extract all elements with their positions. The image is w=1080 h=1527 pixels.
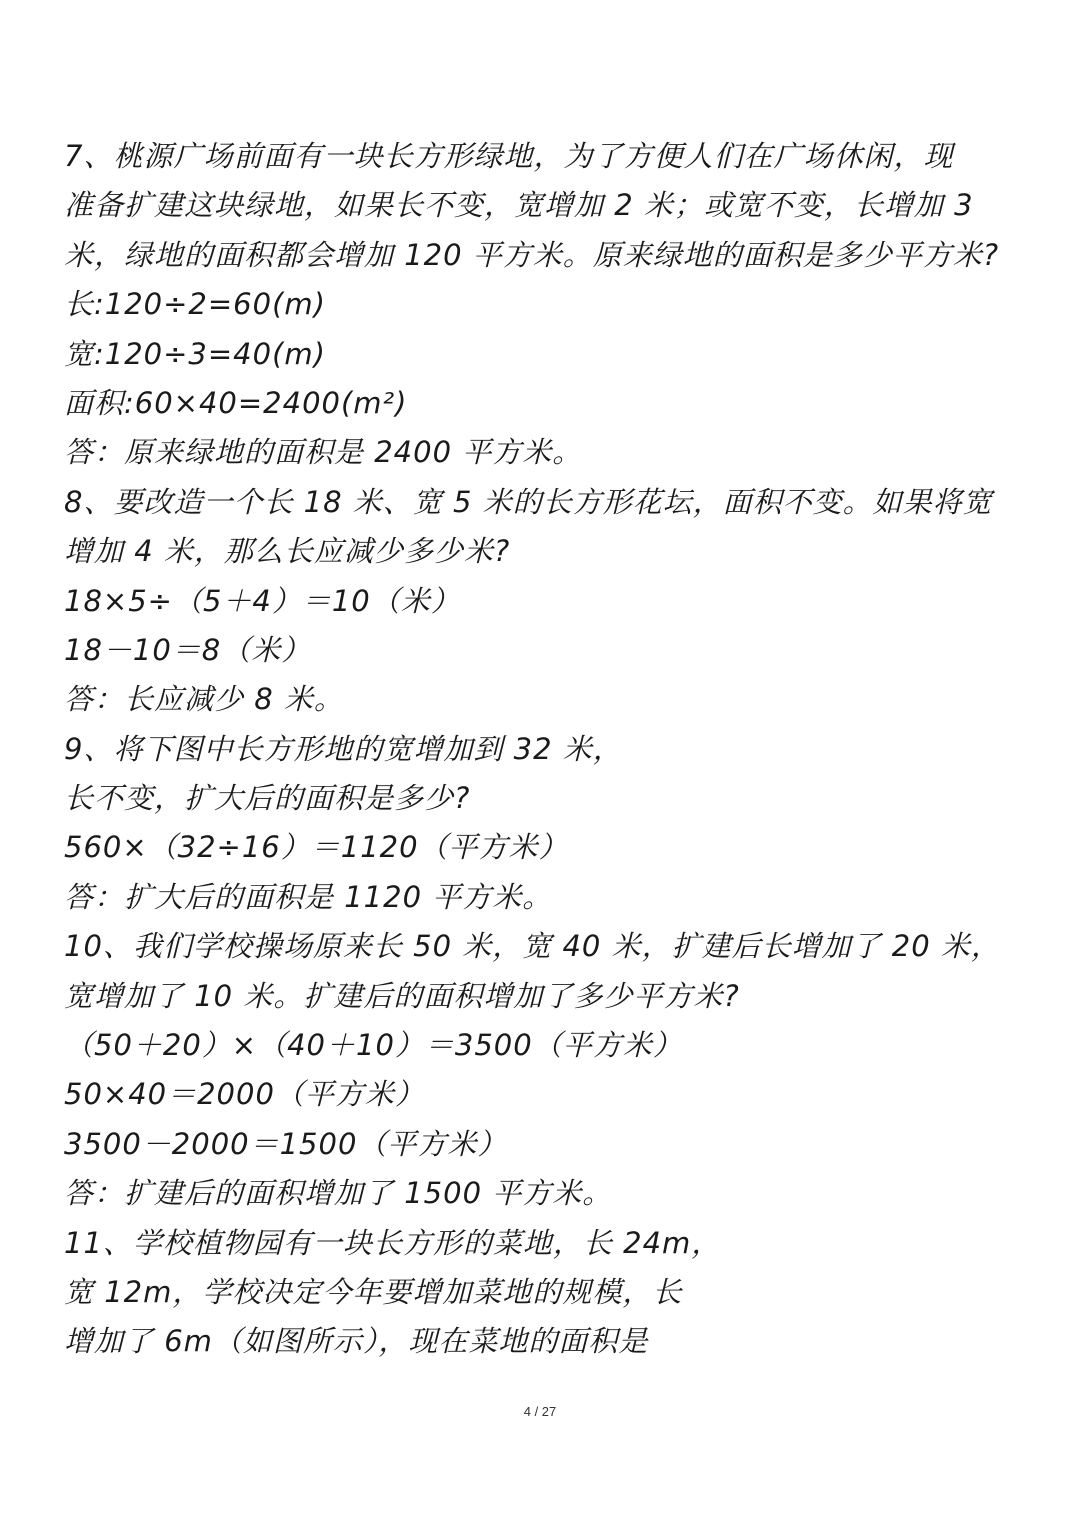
problem-8-answer: 答：长应减少 8 米。 bbox=[64, 682, 344, 717]
problem-9-line-2: 长不变，扩大后的面积是多少? bbox=[64, 781, 471, 816]
problem-10-step-2: 50×40＝2000（平方米） bbox=[64, 1077, 425, 1112]
problem-9-answer: 答：扩大后的面积是 1120 平方米。 bbox=[64, 879, 553, 914]
problem-10-line-1: 10、我们学校操场原来长 50 米，宽 40 米，扩建后长增加了 20 米， bbox=[64, 929, 1001, 964]
document-body bbox=[64, 132, 1034, 1367]
problem-7-line-2: 准备扩建这块绿地，如果长不变，宽增加 2 米；或宽不变，长增加 3 bbox=[64, 188, 974, 223]
problem-11-line-3: 增加了 6m（如图所示），现在菜地的面积是 bbox=[64, 1324, 649, 1359]
problem-9-step-1: 560×（32÷16）＝1120（平方米） bbox=[64, 830, 569, 865]
problem-7-line-3: 米，绿地的面积都会增加 120 平方米。原来绿地的面积是多少平方米? bbox=[64, 237, 1000, 272]
problem-7-answer: 答：原来绿地的面积是 2400 平方米。 bbox=[64, 435, 583, 470]
problem-10-answer: 答：扩建后的面积增加了 1500 平方米。 bbox=[64, 1176, 613, 1211]
problem-10-step-3: 3500－2000＝1500（平方米） bbox=[64, 1126, 508, 1161]
problem-7-step-width: 宽:120÷3=40(m) bbox=[64, 336, 326, 371]
problem-7-line-1: 7、桃源广场前面有一块长方形绿地，为了方便人们在广场休闲，现 bbox=[64, 139, 954, 173]
problem-7-step-area: 面积:60×40=2400(m²) bbox=[64, 385, 408, 420]
problem-8-step-2: 18－10＝8（米） bbox=[64, 632, 312, 667]
problem-10-line-2: 宽增加了 10 米。扩建后的面积增加了多少平方米? bbox=[64, 978, 740, 1013]
problem-9-line-1: 9、将下图中长方形地的宽增加到 32 米， bbox=[64, 731, 623, 766]
problem-11-line-1: 11、学校植物园有一块长方形的菜地，长 24m， bbox=[64, 1225, 722, 1260]
problem-8-line-2: 增加 4 米，那么长应减少多少米? bbox=[64, 534, 511, 569]
page-number: 4 / 27 bbox=[523, 1404, 557, 1419]
problem-7-step-length: 长:120÷2=60(m) bbox=[64, 287, 326, 322]
problem-11-line-2: 宽 12m，学校决定今年要增加菜地的规模，长 bbox=[64, 1274, 683, 1309]
problem-8-step-1: 18×5÷（5＋4）＝10（米） bbox=[64, 583, 461, 618]
problem-8-line-1: 8、要改造一个长 18 米、宽 5 米的长方形花坛，面积不变。如果将宽 bbox=[64, 484, 993, 519]
problem-10-step-1: （50＋20）×（40＋10）＝3500（平方米） bbox=[64, 1028, 683, 1063]
